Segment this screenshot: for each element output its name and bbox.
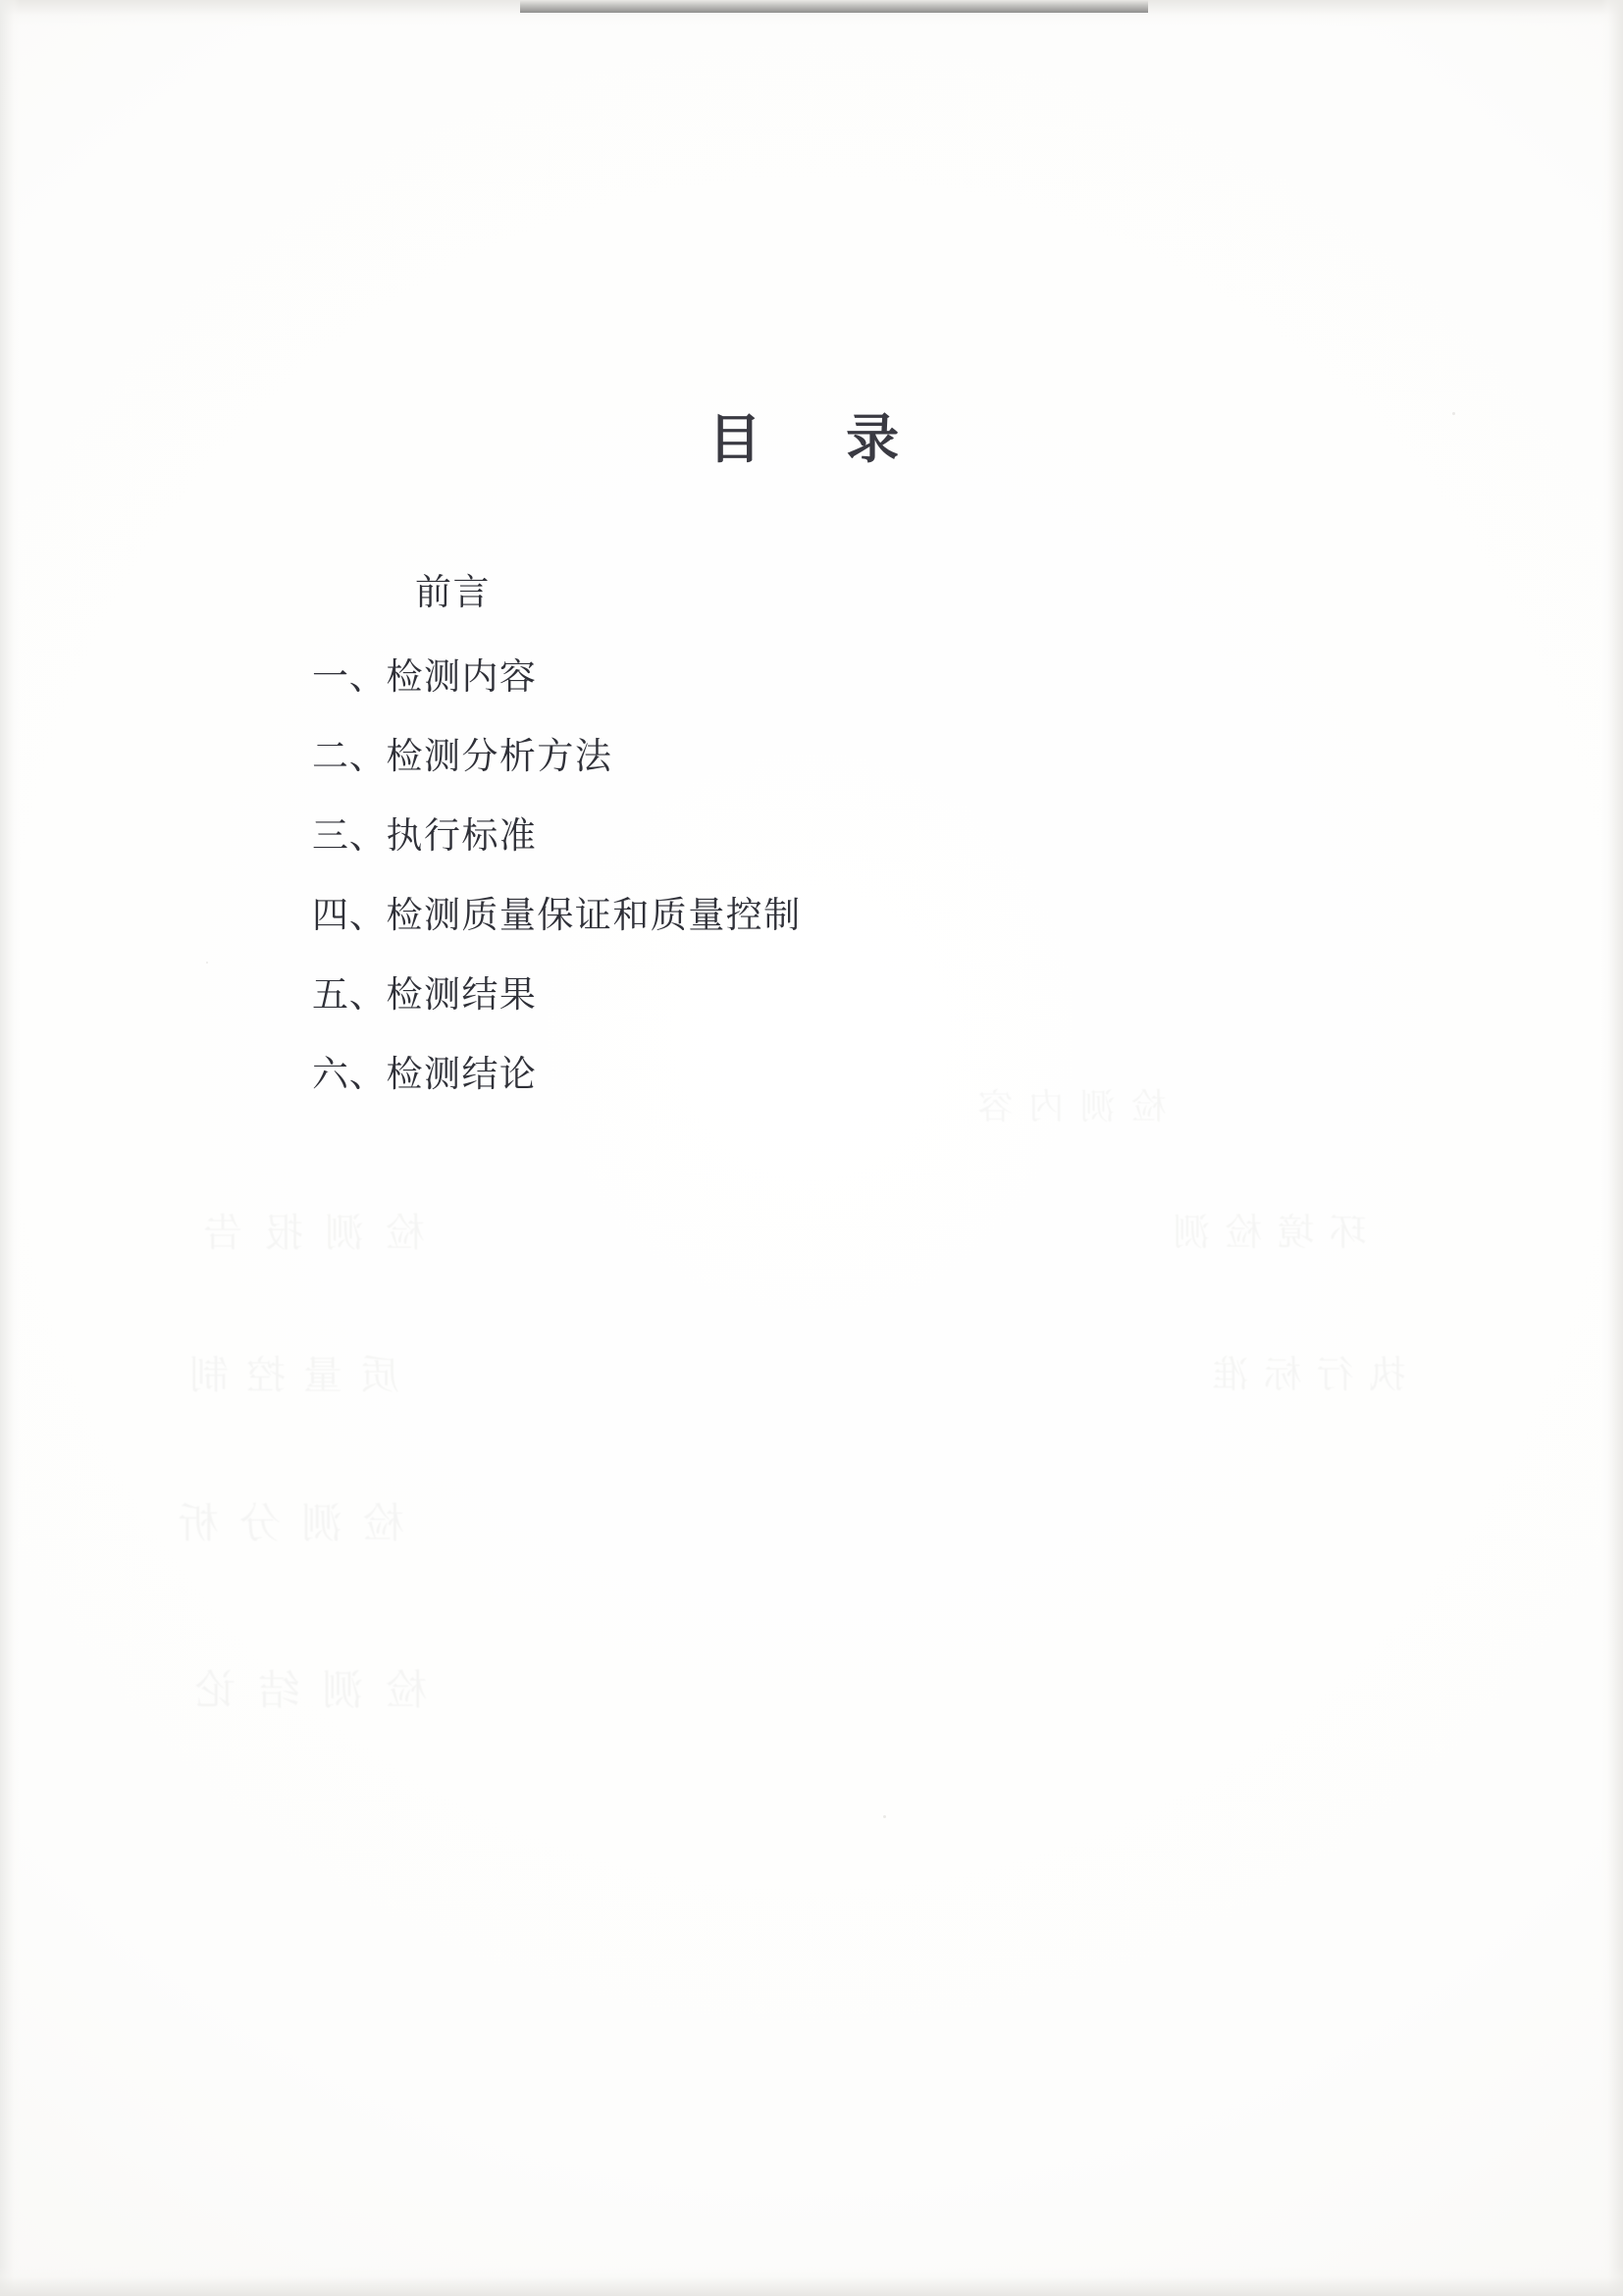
- table-of-contents: [312, 571, 1195, 1135]
- toc-item-2[interactable]: [312, 735, 1195, 777]
- toc-item-label: 前言: [415, 571, 491, 613]
- toc-item-number: 五、: [312, 973, 387, 1016]
- toc-item-3[interactable]: [312, 814, 1195, 857]
- toc-item-4[interactable]: [312, 894, 1195, 936]
- toc-item-1[interactable]: [312, 655, 1195, 698]
- toc-item-6[interactable]: [312, 1053, 1195, 1095]
- toc-item-label: 检测内容: [386, 655, 538, 698]
- toc-item-preface[interactable]: [312, 571, 1195, 613]
- toc-item-5[interactable]: [312, 973, 1195, 1016]
- toc-item-label: 检测质量保证和质量控制: [386, 894, 802, 936]
- toc-item-label: 检测结论: [386, 1053, 538, 1095]
- page-title: 目 录: [707, 407, 916, 470]
- toc-item-label: 检测分析方法: [386, 735, 613, 777]
- toc-item-number: 二、: [312, 735, 387, 777]
- toc-item-number: 一、: [312, 655, 387, 698]
- toc-item-number: 六、: [312, 1053, 387, 1095]
- toc-item-number: 三、: [312, 814, 387, 857]
- toc-item-label: 检测结果: [386, 973, 538, 1016]
- toc-item-label: 执行标准: [386, 814, 538, 857]
- toc-item-number: 四、: [312, 894, 387, 936]
